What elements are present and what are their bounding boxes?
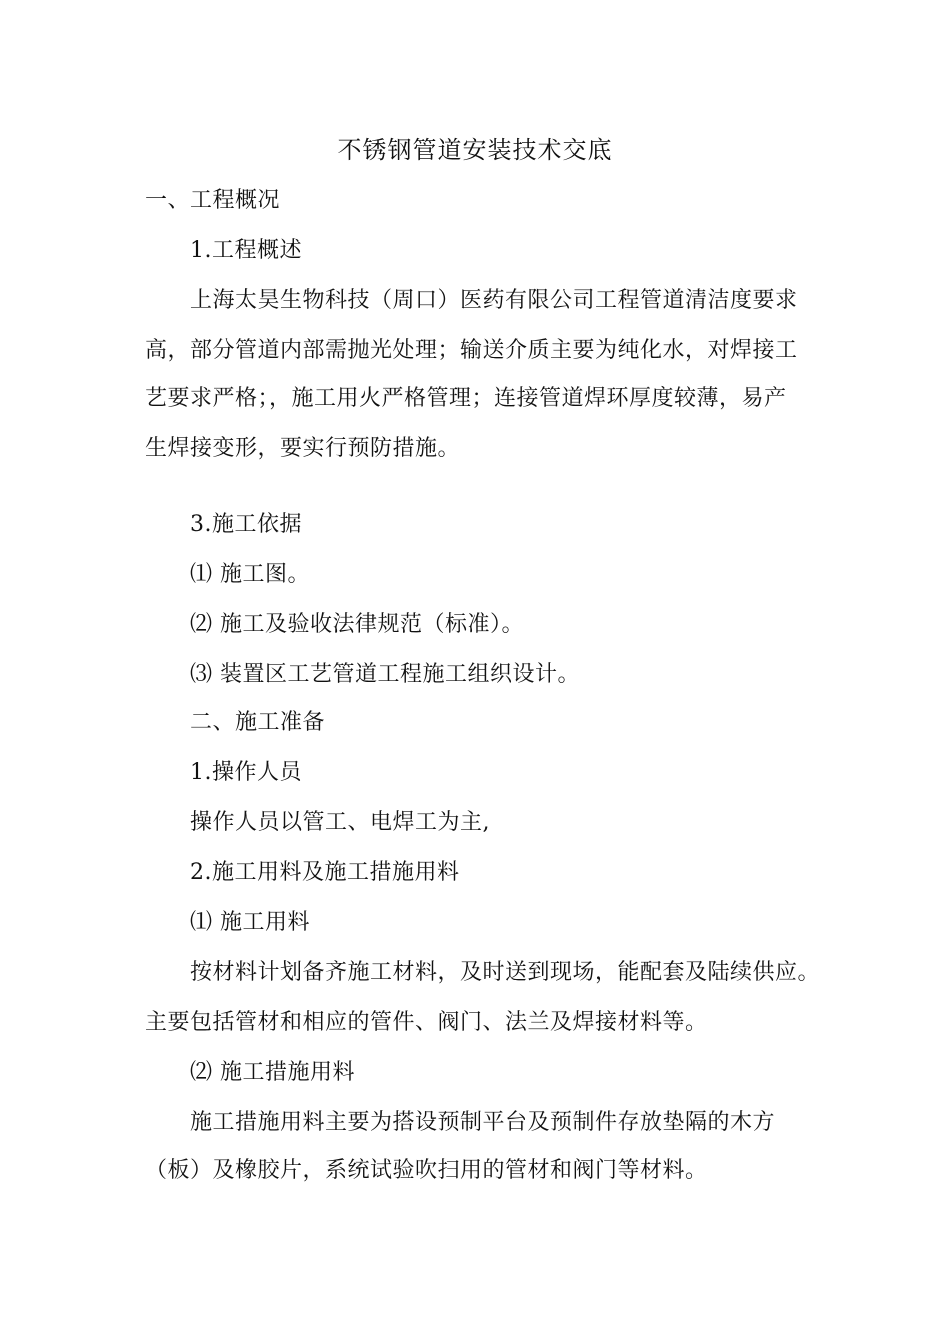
section-heading-overview: 一、工程概况: [145, 188, 281, 213]
paragraph-line: 艺要求严格；，施工用火严格管理；连接管道焊环厚度较薄，易产: [145, 386, 787, 411]
subheading-materials: 2.施工用料及施工措施用料: [190, 860, 460, 885]
paragraph-line: 生焊接变形，要实行预防措施。: [145, 436, 461, 461]
subheading-overview: 1.工程概述: [190, 238, 302, 263]
paragraph-line: 上海太昊生物科技（周口）医药有限公司工程管道清洁度要求: [190, 288, 798, 313]
paragraph-line: 施工措施用料主要为搭设预制平台及预制件存放垫隔的木方: [190, 1110, 776, 1135]
subheading-personnel: 1.操作人员: [190, 760, 302, 785]
paragraph-line: 主要包括管材和相应的管件、阀门、法兰及焊接材料等。: [145, 1010, 708, 1035]
section-heading-preparation: 二、施工准备: [190, 710, 326, 735]
paragraph-line: （板）及橡胶片，系统试验吹扫用的管材和阀门等材料。: [145, 1158, 708, 1183]
list-item: ⑴ 施工图。: [190, 562, 310, 587]
paragraph-line: 操作人员以管工、电焊工为主,: [190, 810, 490, 835]
list-item: ⑵ 施工措施用料: [190, 1060, 355, 1085]
list-item: ⑴ 施工用料: [190, 910, 310, 935]
document-title: 不锈钢管道安装技术交底: [337, 136, 613, 164]
paragraph-line: 高，部分管道内部需抛光处理；输送介质主要为纯化水，对焊接工: [145, 338, 798, 363]
paragraph-line: 按材料计划备齐施工材料，及时送到现场，能配套及陆续供应。: [190, 960, 821, 985]
list-item: ⑵ 施工及验收法律规范（标准）。: [190, 612, 524, 637]
list-item: ⑶ 装置区工艺管道工程施工组织设计。: [190, 662, 580, 687]
subheading-basis: 3.施工依据: [190, 512, 302, 537]
